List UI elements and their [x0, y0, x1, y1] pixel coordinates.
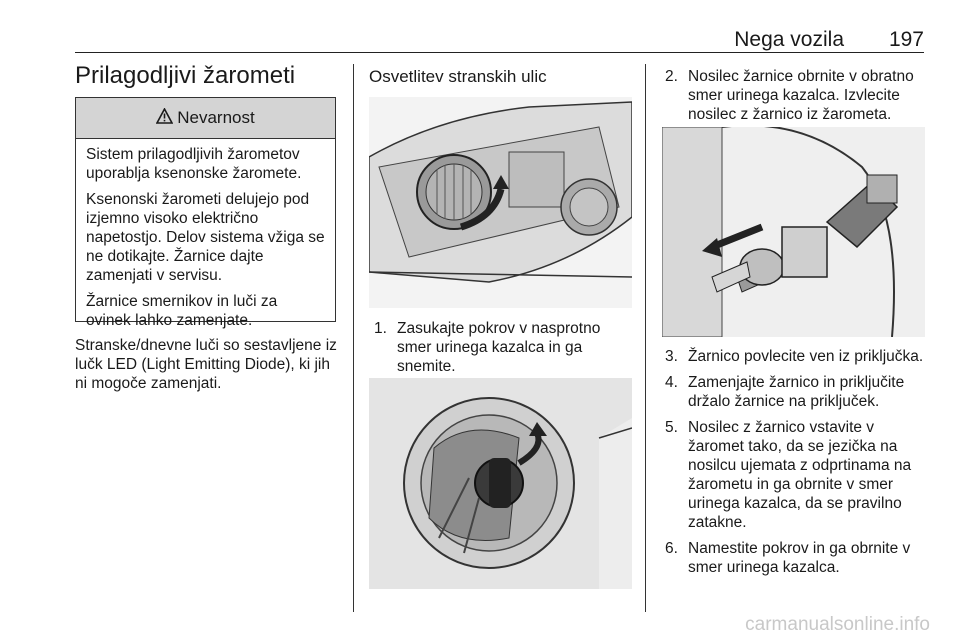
instruction-list: [665, 67, 927, 131]
warning-label: Nevarnost: [177, 108, 255, 127]
step-number: 3.: [665, 348, 678, 365]
step-text: Zasukajte pokrov v nasprotno smer urinega kazalca in ga snemite.: [397, 320, 601, 375]
step-text: Zamenjajte žarnico in priključite držalo žarnice na priključek.: [688, 374, 905, 410]
warning-box: [75, 97, 336, 329]
warning-paragraph: Sistem prilagodljivih žarometov uporablja ksenonske žaromete.: [86, 146, 302, 182]
warning-paragraph: Žarnice smernikov in luči za ovinek lahko zamenjate.: [86, 293, 278, 329]
column-divider: [645, 64, 646, 612]
subsection-heading: Osvetlitev stranskih ulic: [369, 67, 547, 86]
section-heading: Prilagodljivi žarometi: [75, 62, 296, 89]
list-item: [665, 347, 927, 366]
list-item: [665, 67, 927, 124]
bulb-holder-illustration: [369, 378, 632, 589]
step-text: Nosilec z žarnico vstavite v žaromet tako, da se jezička na nosilcu ujemata z odprtinama na žarometu in ga obrnite v smer urinega kazalca, da se pravilno zatakne.: [688, 419, 912, 531]
step-number: 1.: [374, 320, 387, 337]
section-title: Nega vozila: [734, 28, 844, 51]
watermark: carmanualsonline.info: [745, 614, 930, 635]
list-item: [374, 319, 632, 376]
list-item: [665, 418, 927, 532]
step-number: 5.: [665, 419, 678, 436]
warning-header: [76, 98, 335, 139]
step-text: Namestite pokrov in ga obrnite v smer urinega kazalca.: [688, 540, 911, 576]
body-paragraph: Stranske/dnevne luči so sestavljene iz lučk LED (Light Emitting Diode), ki jih ni mogoče zamenjati.: [75, 337, 337, 392]
warning-paragraph: Ksenonski žarometi delujejo pod izjemno visoko električno napetostjo. Delov sistema vžiga se ne dotikajte. Žarnice dajte zamenjati v servisu.: [86, 191, 325, 284]
warning-body: [76, 139, 335, 330]
list-item: [665, 373, 927, 411]
warning-triangle-icon: [156, 108, 173, 129]
headlamp-cover-illustration: [369, 97, 632, 308]
step-number: 6.: [665, 540, 678, 557]
step-number: 2.: [665, 68, 678, 85]
instruction-list: [374, 319, 632, 383]
column-divider: [353, 64, 354, 612]
bulb-removal-illustration: [662, 127, 925, 337]
page-header: [75, 28, 924, 53]
list-item: [665, 539, 927, 577]
step-text: Nosilec žarnice obrnite v obratno smer urinega kazalca. Izvlecite nosilec z žarnico iz žarometa.: [688, 68, 914, 123]
instruction-list: [665, 347, 927, 584]
step-number: 4.: [665, 374, 678, 391]
step-text: Žarnico povlecite ven iz priključka.: [688, 348, 924, 365]
page-number: 197: [888, 28, 924, 51]
